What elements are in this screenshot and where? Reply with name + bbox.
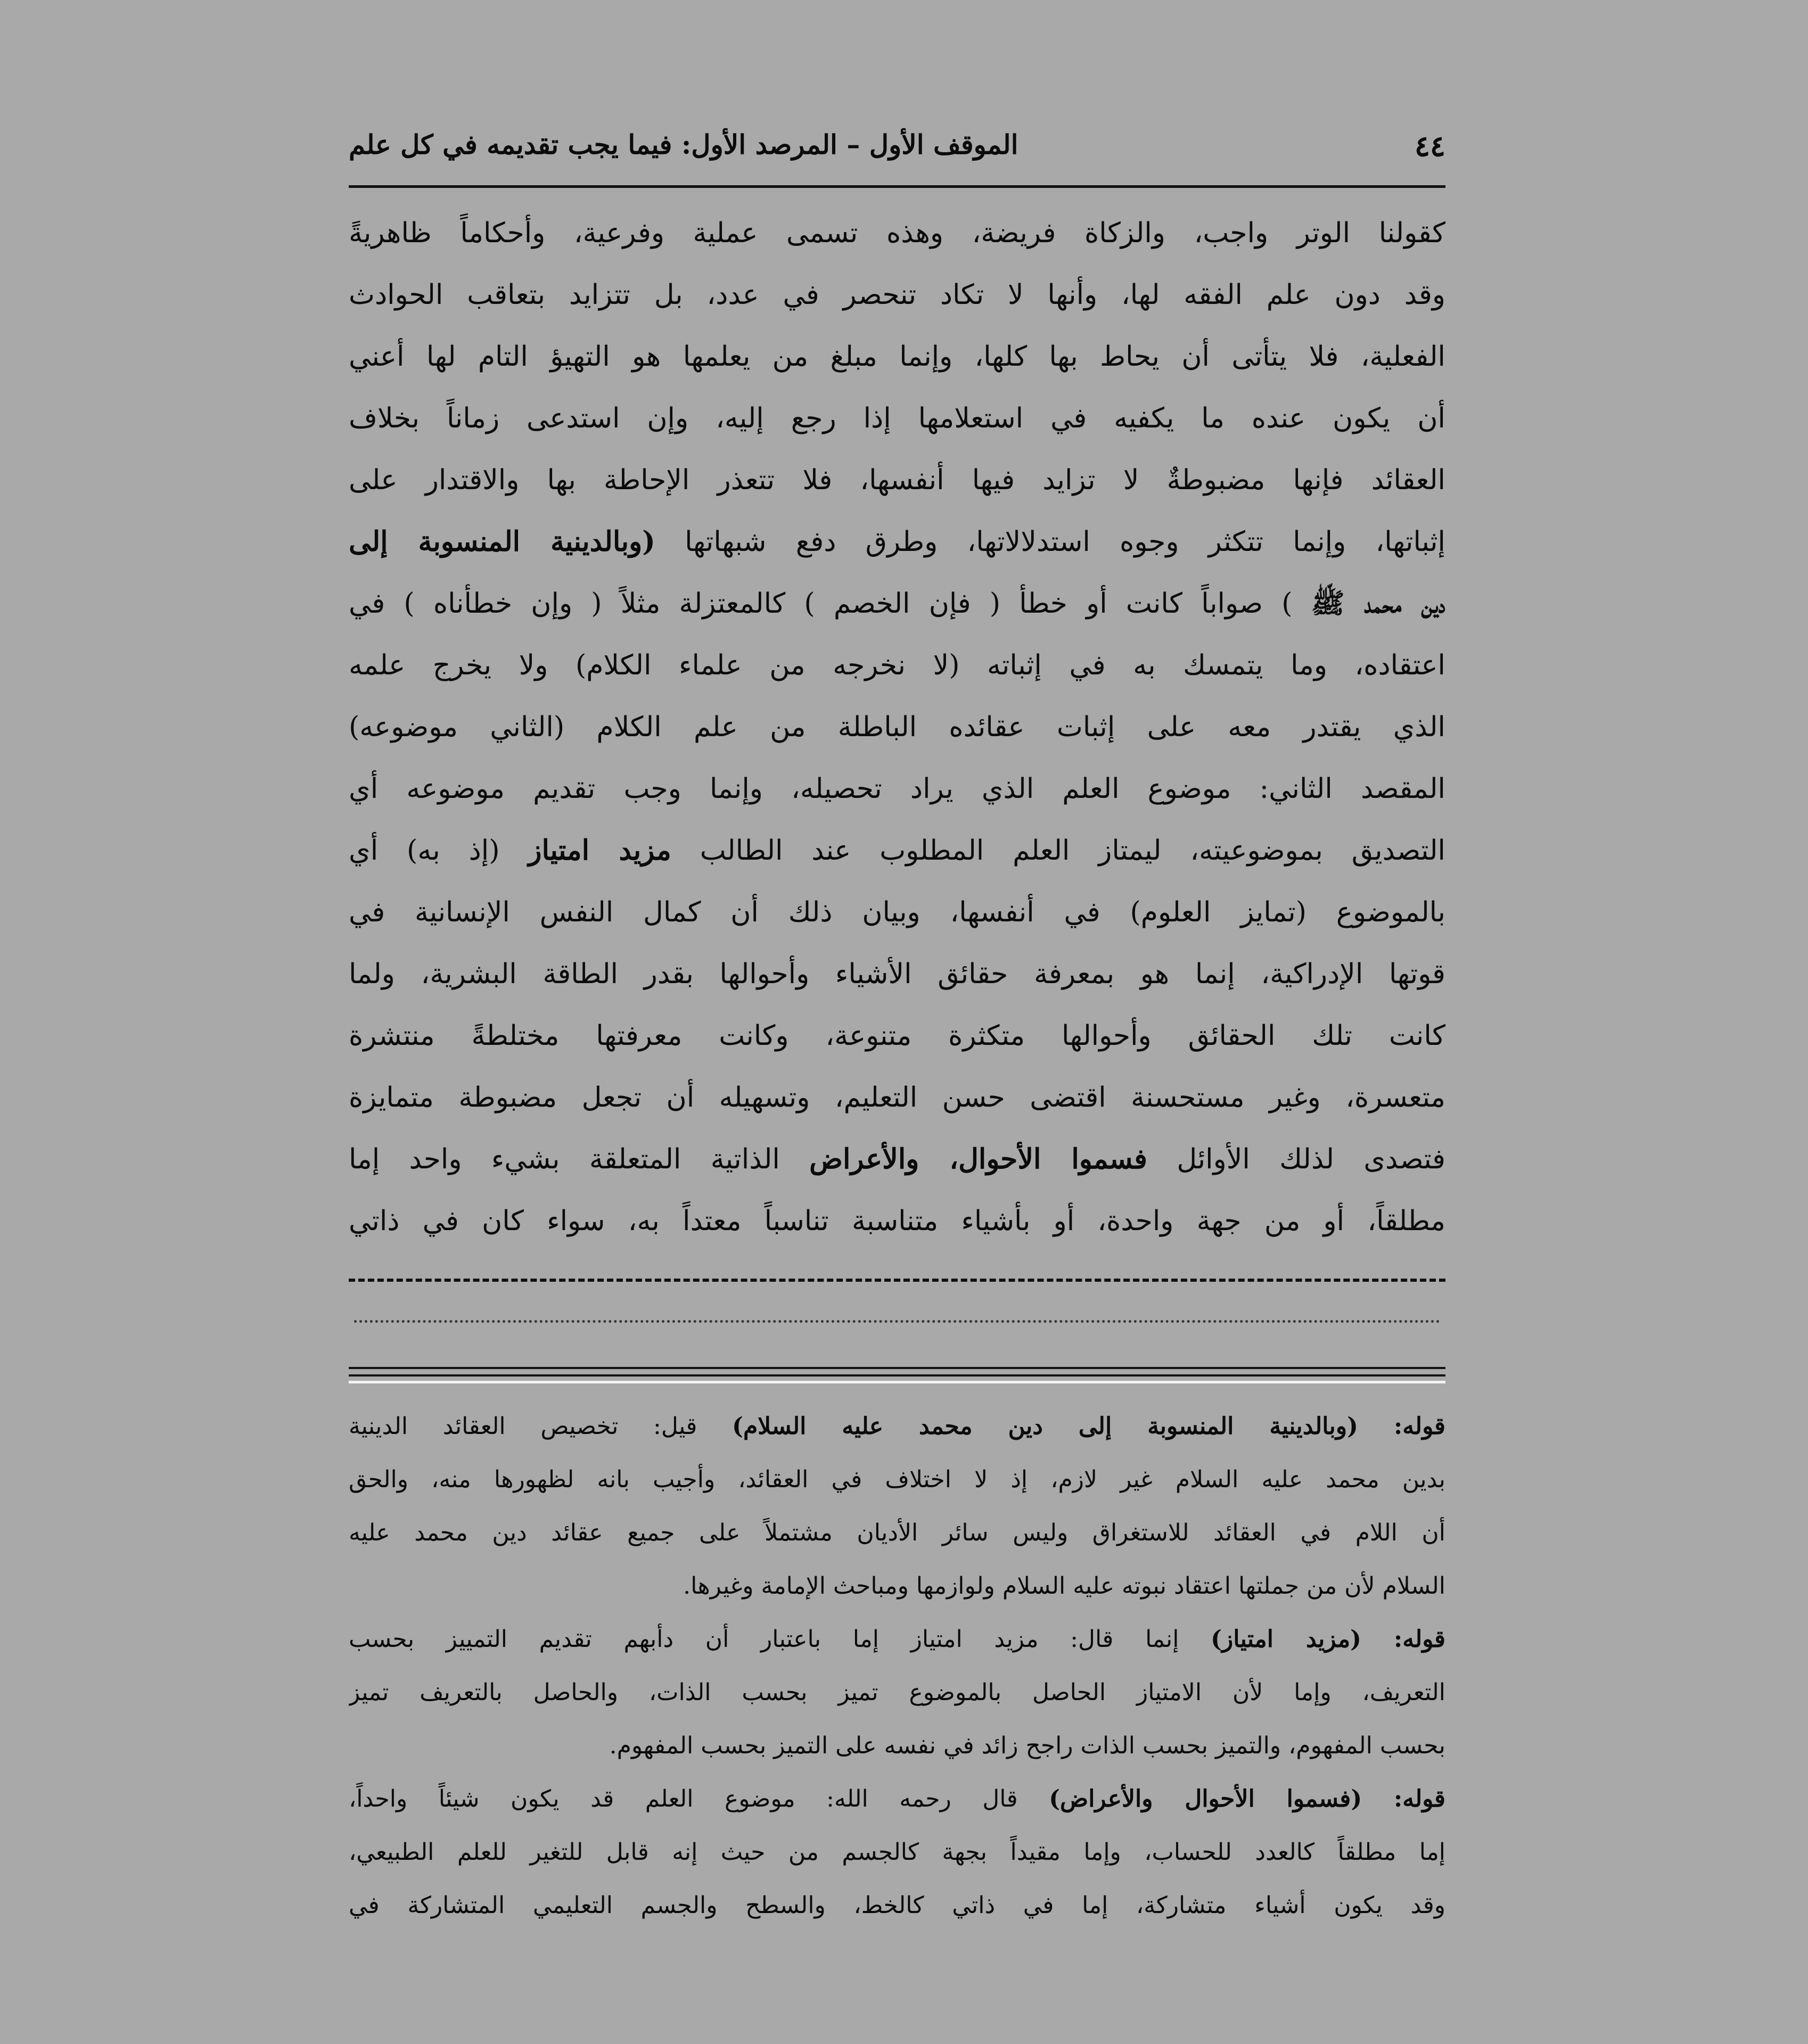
text-run: إثباتها، وإنما تتكثر وجوه استدلالاتها، وطرق دفع شبهاتها bbox=[655, 526, 1445, 558]
text-run: إما مطلقاً كالعدد للحساب، وإما مقيداً بجهة كالجسم من حيث إنه قابل للتغير للعلم الطبيعي، bbox=[349, 1839, 1445, 1866]
note-line bbox=[349, 1400, 1445, 1453]
main-text-line bbox=[349, 449, 1445, 511]
text-run: كقولنا الوتر واجب، والزكاة فريضة، وهذه تسمى عملية وفرعية، وأحكاماً ظاهريةً bbox=[349, 217, 1445, 249]
header-rule bbox=[349, 185, 1445, 188]
note-line bbox=[349, 1560, 1445, 1613]
text-run: أن يكون عنده ما يكفيه في استعلامها إذا رجع إليه، وإن استدعى زماناً بخلاف bbox=[349, 402, 1445, 434]
note-line bbox=[349, 1773, 1445, 1826]
text-run: كانت تلك الحقائق وأحوالها متكثرة متنوعة، وكانت معرفتها مختلطةً منتشرة bbox=[349, 1020, 1445, 1052]
text-run: بحسب المفهوم، والتميز بحسب الذات راجح زائد في نفسه على التميز بحسب المفهوم. bbox=[609, 1732, 1445, 1759]
text-run: التصديق بموضوعيته، ليمتاز العلم المطلوب عند الطالب bbox=[671, 835, 1445, 867]
note-line bbox=[349, 1719, 1445, 1773]
note-line bbox=[349, 1826, 1445, 1879]
main-text-line bbox=[349, 573, 1445, 634]
bold-quoted-text: قوله: (فسموا الأحوال والأعراض) bbox=[1049, 1785, 1445, 1812]
text-run: السلام لأن من جملتها اعتقاد نبوته عليه السلام ولوازمها ومباحث الإمامة وغيرها. bbox=[683, 1572, 1445, 1600]
main-text-line bbox=[349, 1067, 1445, 1128]
main-text-block bbox=[349, 202, 1445, 1252]
text-run: قيل: تخصيص العقائد الدينية bbox=[349, 1413, 733, 1440]
text-run: بدين محمد عليه السلام غير لازم، إذ لا اختلاف في العقائد، وأجيب بانه لظهورها منه، والحق bbox=[349, 1466, 1445, 1493]
text-run: قوتها الإدراكية، إنما هو بمعرفة حقائق الأشياء وأحوالها بقدر الطاقة البشرية، ولما bbox=[349, 958, 1445, 990]
text-run: العقائد فإنها مضبوطةٌ لا تزايد فيها أنفسها، فلا تتعذر الإحاطة بها والاقتدار على bbox=[349, 464, 1445, 496]
text-run: قال رحمه الله: موضوع العلم قد يكون شيئاً واحداً، bbox=[349, 1785, 1049, 1812]
main-text-line bbox=[349, 881, 1445, 943]
dashed-separator bbox=[349, 1279, 1445, 1282]
text-run: الذي يقتدر معه على إثبات عقائده الباطلة من علم الكلام (الثاني موضوعه) bbox=[349, 711, 1445, 743]
commentary-notes bbox=[349, 1400, 1445, 1932]
running-header bbox=[349, 117, 1445, 176]
text-run: وقد دون علم الفقه لها، وأنها لا تكاد تنحصر في عدد، بل تتزايد بتعاقب الحوادث bbox=[349, 279, 1445, 311]
bold-quoted-text: قوله: (وبالدينية المنسوبة إلى دين محمد عليه السلام) bbox=[732, 1413, 1445, 1440]
main-text-line bbox=[349, 202, 1445, 264]
text-run: وقد يكون أشياء متشاركة، إما في ذاتي كالخط، والسطح والجسم التعليمي المتشاركة في bbox=[349, 1892, 1445, 1919]
note-line bbox=[349, 1666, 1445, 1719]
main-text-line bbox=[349, 696, 1445, 758]
text-run: ) صواباً كانت أو خطأ ( فإن الخصم ) كالمعتزلة مثلاً ( وإن خطأناه ) في bbox=[349, 588, 1311, 620]
note-line bbox=[349, 1879, 1445, 1932]
main-text-line bbox=[349, 511, 1445, 573]
main-text-line bbox=[349, 634, 1445, 696]
footnote-separator bbox=[349, 1367, 1445, 1383]
note-line bbox=[349, 1613, 1445, 1666]
bold-quoted-text: قوله: (مزيد امتياز) bbox=[1211, 1626, 1445, 1653]
note-line bbox=[349, 1506, 1445, 1560]
main-text-line bbox=[349, 264, 1445, 326]
main-text-line bbox=[349, 1190, 1445, 1252]
text-run: التعريف، وإما لأن الامتياز الحاصل بالموضوع تميز بحسب الذات، والحاصل بالتعريف تميز bbox=[349, 1679, 1445, 1706]
text-run: بالموضوع (تمايز العلوم) في أنفسها، وبيان ذلك أن كمال النفس الإنسانية في bbox=[349, 896, 1445, 928]
text-run: أن اللام في العقائد للاستغراق وليس سائر الأديان مشتملاً على جميع عقائد دين محمد عليه bbox=[349, 1519, 1445, 1546]
text-run: الفعلية، فلا يتأتى أن يحاط بها كلها، وإنما مبلغ من يعلمها هو التهيؤ التام لها أعني bbox=[349, 341, 1445, 373]
text-run: إنما قال: مزيد امتياز إما باعتبار أن دأبهم تقديم التمييز بحسب bbox=[349, 1626, 1211, 1653]
main-text-line bbox=[349, 1005, 1445, 1067]
text-run: (إذ به) أي bbox=[349, 835, 529, 867]
main-text-line bbox=[349, 943, 1445, 1005]
note-line bbox=[349, 1453, 1445, 1506]
bold-quoted-text: فسموا الأحوال، والأعراض bbox=[809, 1143, 1147, 1175]
text-run: مطلقاً، أو من جهة واحدة، أو بأشياء متناسبة تناسباً معتداً به، سواء كان في ذاتي bbox=[349, 1205, 1445, 1237]
text-run: الذاتية المتعلقة بشيء واحد إما bbox=[349, 1143, 810, 1175]
main-text-line bbox=[349, 388, 1445, 449]
text-run: فتصدى لذلك الأوائل bbox=[1147, 1143, 1445, 1175]
main-text-line bbox=[349, 758, 1445, 820]
main-text-line bbox=[349, 1128, 1445, 1190]
main-text-line bbox=[349, 820, 1445, 881]
bold-quoted-text: (وبالدينية المنسوبة إلى bbox=[349, 525, 655, 558]
text-run: اعتقاده، وما يتمسك به في إثباته (لا نخرجه من علماء الكلام) ولا يخرج علمه bbox=[349, 649, 1445, 681]
dotted-separator bbox=[354, 1320, 1440, 1323]
page-number: ٤٤ bbox=[1414, 129, 1445, 163]
bold-quoted-text: دين محمد ﷺ bbox=[1311, 587, 1445, 620]
bold-quoted-text: مزيد امتياز bbox=[528, 834, 671, 867]
text-run: متعسرة، وغير مستحسنة اقتضى حسن التعليم، وتسهيله أن تجعل مضبوطة متمايزة bbox=[349, 1082, 1445, 1114]
main-text-line bbox=[349, 326, 1445, 388]
text-run: المقصد الثاني: موضوع العلم الذي يراد تحصيله، وإنما وجب تقديم موضوعه أي bbox=[349, 773, 1445, 805]
book-page bbox=[349, 117, 1445, 2007]
running-title: الموقف الأول – المرصد الأول: فيما يجب تقديمه في كل علم bbox=[349, 129, 1018, 160]
